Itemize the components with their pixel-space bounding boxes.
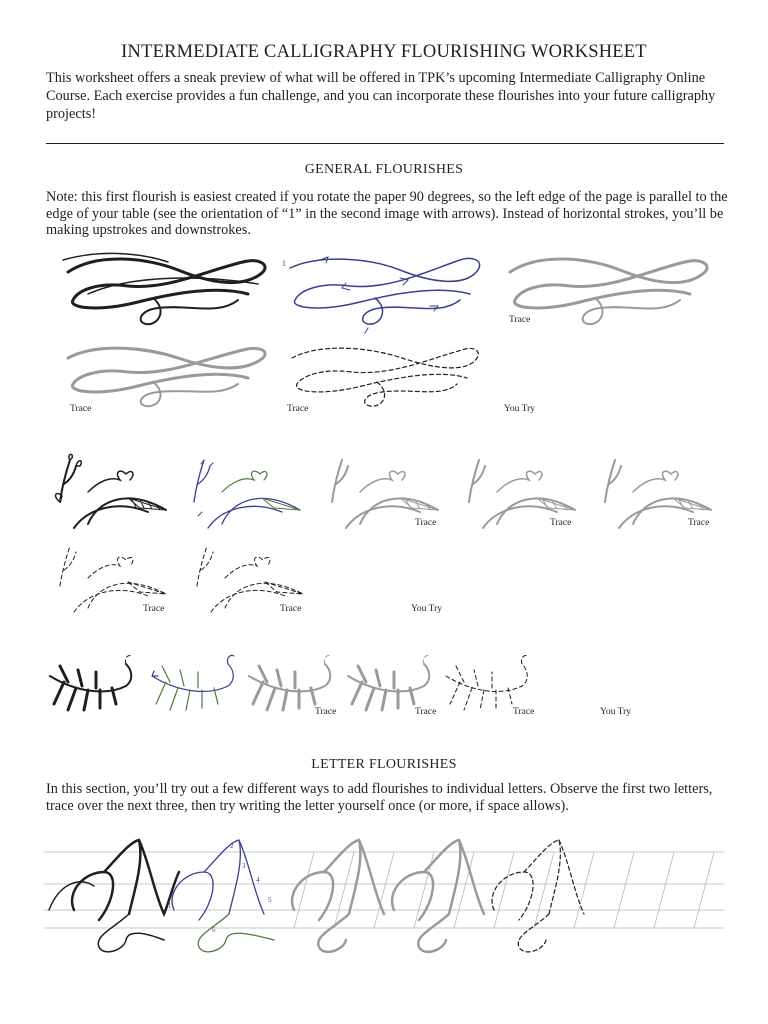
trace-label: Trace	[287, 404, 309, 414]
swirl-flourish-arrows	[280, 250, 485, 335]
trace-label: Trace	[143, 604, 165, 614]
trace-label: Trace	[70, 404, 92, 414]
guide-number-4: 4	[256, 876, 260, 884]
fern-flourish-trace-2	[344, 652, 436, 714]
letter-flourishes-heading: LETTER FLOURISHES	[311, 757, 457, 772]
fern-flourish-example	[46, 652, 138, 714]
guide-number-2: 2	[230, 842, 234, 850]
trace-label: Trace	[280, 604, 302, 614]
swirl-flourish-example	[58, 250, 273, 335]
letter-m-flourish-practice	[44, 832, 724, 972]
fern-flourish-trace-1	[245, 652, 337, 714]
trace-label: Trace	[415, 518, 437, 528]
swirl-flourish-trace-1	[500, 250, 710, 335]
trace-label: Trace	[550, 518, 572, 528]
divider-line	[46, 143, 724, 144]
slant-lines	[294, 852, 714, 928]
fern-flourish-dashed	[442, 652, 534, 714]
general-flourishes-heading: GENERAL FLOURISHES	[304, 162, 464, 177]
fern-flourish-arrows	[148, 652, 240, 714]
trace-label: Trace	[509, 315, 531, 325]
intro-paragraph: This worksheet offers a sneak preview of what will be offered in TPK’s upcoming Intermediate Calligraphy Online Course. Each exercise provides a fun challenge, and you can incorporate these flourishes into your future calligraphy projects!	[46, 70, 716, 122]
arrow-number-1: 1	[282, 259, 286, 268]
trace-label: Trace	[688, 518, 710, 528]
you-try-label: You Try	[411, 604, 442, 614]
worksheet-title: INTERMEDIATE CALLIGRAPHY FLOURISHING WORKSHEET	[121, 42, 647, 62]
leaf-holly-flourish-example	[48, 452, 173, 532]
you-try-label: You Try	[600, 707, 631, 717]
you-try-label: You Try	[504, 404, 535, 414]
trace-label: Trace	[513, 707, 535, 717]
guide-number-1: 1	[168, 902, 172, 910]
trace-label: Trace	[415, 707, 437, 717]
guide-number-5: 5	[268, 896, 272, 904]
trace-label: Trace	[315, 707, 337, 717]
letter-flourishes-paragraph: In this section, you’ll try out a few different ways to add flourishes to individual letters. Observe the first two letters, trace over the next three, then try writing the letter yourself once (or more, if space allows).	[46, 781, 713, 814]
guide-number-3: 3	[242, 862, 246, 870]
guide-number-6: 6	[212, 926, 216, 934]
general-flourishes-note: Note: this first flourish is easiest created if you rotate the paper 90 degrees, so the left edge of the page is parallel to the edge of your table (see the orientation of “1” in the second image with arrows). Instead of horizontal strokes, you’ll be making upstrokes and downstrokes.	[46, 189, 728, 238]
leaf-holly-flourish-arrows	[182, 452, 307, 532]
swirl-flourish-dashed	[282, 340, 482, 415]
